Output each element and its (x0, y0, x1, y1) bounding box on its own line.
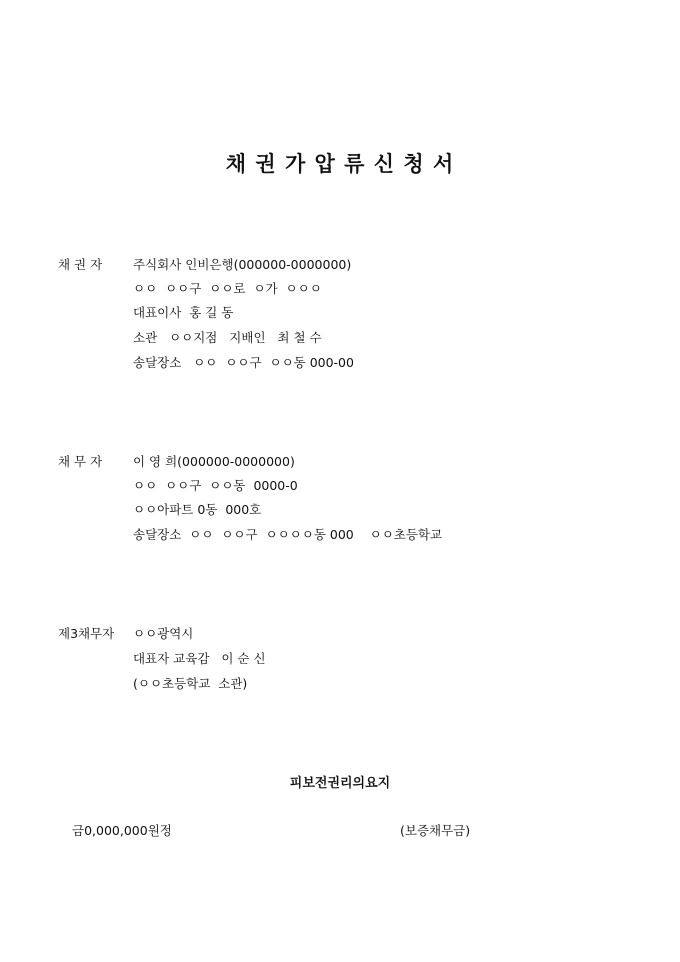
creditor-name: 주식회사 인비은행(000000-0000000) (133, 257, 352, 272)
claim-note: (보증채무금) (400, 823, 471, 838)
third-debtor-representative: 대표자 교육감 이 순 신 (133, 651, 266, 666)
debtor-apartment: ㅇㅇ아파트 0동 000호 (133, 502, 262, 517)
debtor-address: ㅇㅇ ㅇㅇ구 ㅇㅇ동 0000-0 (133, 478, 298, 493)
third-debtor-label: 제3채무자 (58, 626, 115, 641)
claim-amount: 금0,000,000원정 (72, 823, 172, 838)
creditor-label: 채 권 자 (58, 257, 103, 272)
debtor-label: 채 무 자 (58, 454, 103, 469)
creditor-delivery-address: 송달장소 ㅇㅇ ㅇㅇ구 ㅇㅇ동 000-00 (133, 355, 354, 370)
creditor-branch-manager: 소관 ㅇㅇ지점 지배인 최 철 수 (133, 330, 322, 345)
creditor-representative: 대표이사 홍 길 동 (133, 305, 234, 320)
document-title: 채 권 가 압 류 신 청 서 (225, 151, 455, 176)
third-debtor-jurisdiction: (ㅇㅇ초등학교 소관) (133, 676, 248, 691)
debtor-delivery-address: 송달장소 ㅇㅇ ㅇㅇ구 ㅇㅇㅇㅇ동 000 ㅇㅇ초등학교 (133, 527, 443, 542)
creditor-address: ㅇㅇ ㅇㅇ구 ㅇㅇ로 ㅇ가 ㅇㅇㅇ (133, 281, 322, 296)
claim-heading: 피보전권리의요지 (289, 776, 391, 791)
debtor-name: 이 영 희(000000-0000000) (133, 454, 295, 469)
third-debtor-name: ㅇㅇ광역시 (133, 626, 194, 641)
